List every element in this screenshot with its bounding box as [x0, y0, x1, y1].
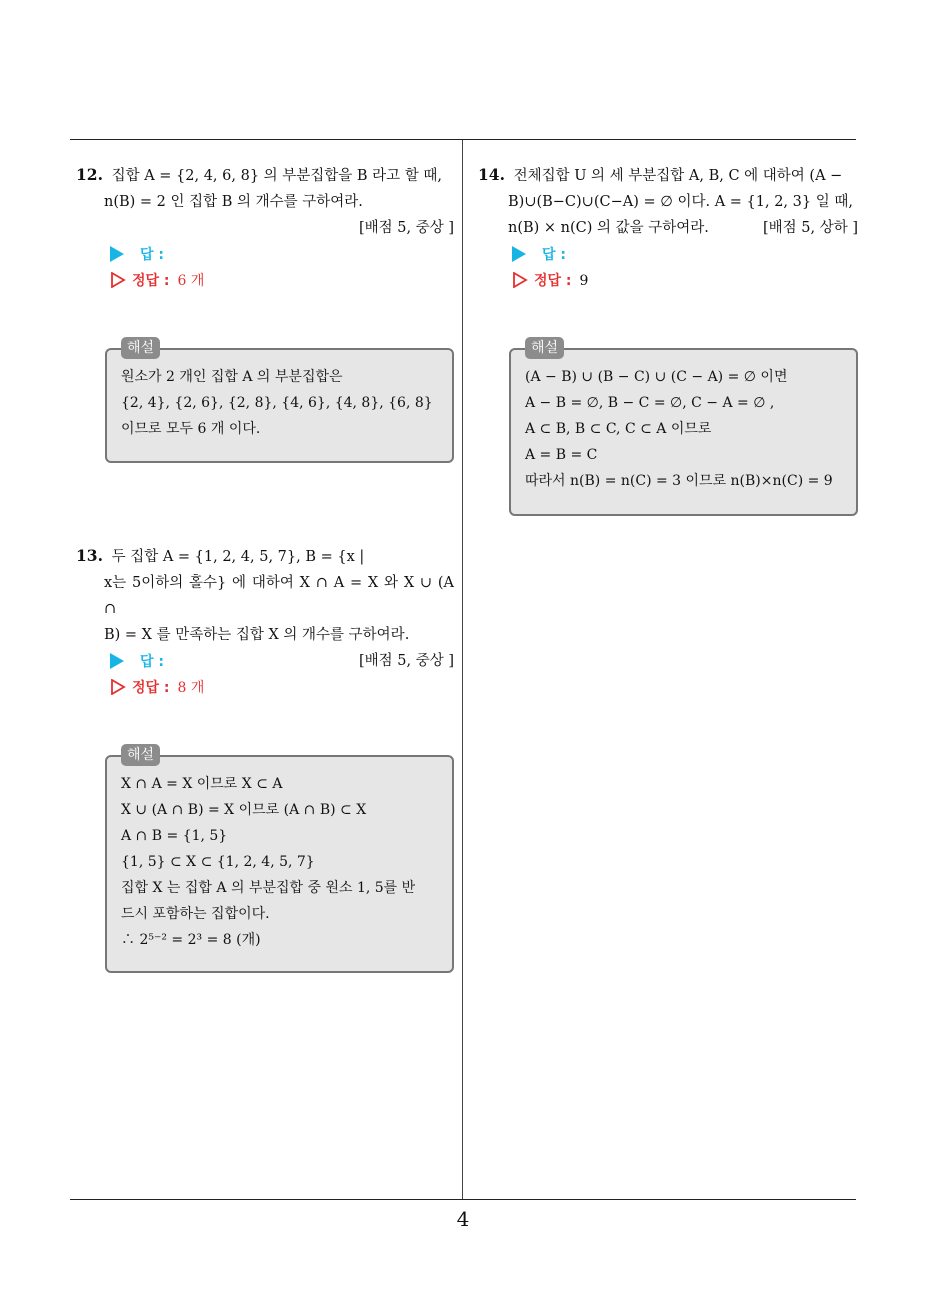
answer-block-12 — [110, 242, 204, 294]
correct-label: 정답 : — [132, 680, 170, 696]
problem-14 — [478, 162, 858, 241]
outline-triangle-icon — [110, 272, 126, 288]
solution-box-14 — [509, 340, 858, 516]
problem-line: B) = X 를 만족하는 집합 X 의 개수를 구하여라. — [104, 627, 410, 643]
problem-number: 14. — [478, 165, 505, 184]
footer-rule — [70, 1199, 856, 1200]
play-triangle-icon — [110, 653, 124, 669]
score-label: [배점 5, 중상 ] — [358, 220, 454, 236]
solution-line: 드시 포함하는 집합이다. — [121, 906, 270, 922]
solution-tag: 해설 — [525, 337, 564, 359]
solution-line: {1, 5} ⊂ X ⊂ {1, 2, 4, 5, 7} — [121, 854, 315, 870]
answer-block-13 — [110, 649, 204, 701]
outline-triangle-icon — [512, 272, 528, 288]
solution-box-13 — [105, 747, 454, 973]
problem-line: B)∪(B−C)∪(C−A) = ∅ 이다. A = {1, 2, 3} 일 때, — [508, 194, 853, 210]
answer-label: 답 : — [542, 247, 566, 263]
solution-line: ∴ 2⁵⁻² = 2³ = 8 (개) — [121, 932, 261, 948]
score-label: [배점 5, 중상 ] — [358, 653, 454, 669]
answer-row — [512, 242, 588, 268]
answer-block-14 — [512, 242, 588, 294]
problem-14-text — [478, 162, 858, 189]
problem-line: 전체집합 U 의 세 부분집합 A, B, C 에 대하여 (A − — [513, 168, 843, 184]
page-number: 4 — [456, 1207, 470, 1231]
score-label: [배점 5, 상하 ] — [762, 220, 858, 236]
solution-line: X ∩ A = X 이므로 X ⊂ A — [121, 776, 283, 792]
problem-line: n(B) = 2 인 집합 B 의 개수를 구하여라. — [104, 194, 363, 210]
problem-number: 13. — [76, 546, 103, 565]
solution-line: (A − B) ∪ (B − C) ∪ (C − A) = ∅ 이면 — [525, 369, 788, 385]
answer-label: 답 : — [140, 654, 164, 670]
problem-number: 12. — [76, 165, 103, 184]
solution-line: 원소가 2 개인 집합 A 의 부분집합은 — [121, 369, 343, 385]
correct-row — [110, 675, 204, 701]
correct-label: 정답 : — [132, 273, 170, 289]
correct-row — [110, 268, 204, 294]
correct-value: 9 — [579, 273, 589, 289]
answer-label: 답 : — [140, 247, 164, 263]
solution-line: 집합 X 는 집합 A 의 부분집합 중 원소 1, 5를 반 — [121, 880, 416, 896]
solution-line: A ∩ B = {1, 5} — [121, 828, 228, 844]
problem-line: 두 집합 A = {1, 2, 4, 5, 7}, B = {x | — [111, 549, 365, 565]
problem-line: x는 5이하의 홀수} 에 대하여 X ∩ A = X 와 X ∪ (A ∩ — [104, 575, 454, 617]
answer-row — [110, 649, 204, 675]
solution-line: A ⊂ B, B ⊂ C, C ⊂ A 이므로 — [525, 421, 712, 437]
correct-value: 8 개 — [177, 680, 205, 696]
play-triangle-icon — [110, 246, 124, 262]
solution-line: 이므로 모두 6 개 이다. — [121, 421, 261, 437]
problem-line: n(B) × n(C) 의 값을 구하여라. — [508, 220, 709, 236]
solution-line: A − B = ∅, B − C = ∅, C − A = ∅ , — [525, 395, 775, 411]
problem-12-text — [76, 162, 454, 189]
header-rule — [70, 139, 856, 140]
correct-label: 정답 : — [534, 273, 572, 289]
column-divider — [462, 140, 463, 1200]
problem-line: 집합 A = {2, 4, 6, 8} 의 부분집합을 B 라고 할 때, — [111, 168, 443, 184]
solution-line: X ∪ (A ∩ B) = X 이므로 (A ∩ B) ⊂ X — [121, 802, 367, 818]
solution-line: A = B = C — [525, 447, 598, 463]
solution-tag: 해설 — [121, 744, 160, 766]
solution-box-12 — [105, 340, 454, 463]
solution-line: 따라서 n(B) = n(C) = 3 이므로 n(B)×n(C) = 9 — [525, 473, 833, 489]
problem-13-text — [76, 543, 454, 570]
problem-last-line — [478, 215, 858, 241]
answer-row — [110, 242, 204, 268]
correct-value: 6 개 — [177, 273, 205, 289]
solution-tag: 해설 — [121, 337, 160, 359]
correct-row — [512, 268, 588, 294]
play-triangle-icon — [512, 246, 526, 262]
problem-12 — [76, 162, 454, 241]
outline-triangle-icon — [110, 679, 126, 695]
solution-line: {2, 4}, {2, 6}, {2, 8}, {4, 6}, {4, 8}, {6, 8} — [121, 395, 433, 411]
